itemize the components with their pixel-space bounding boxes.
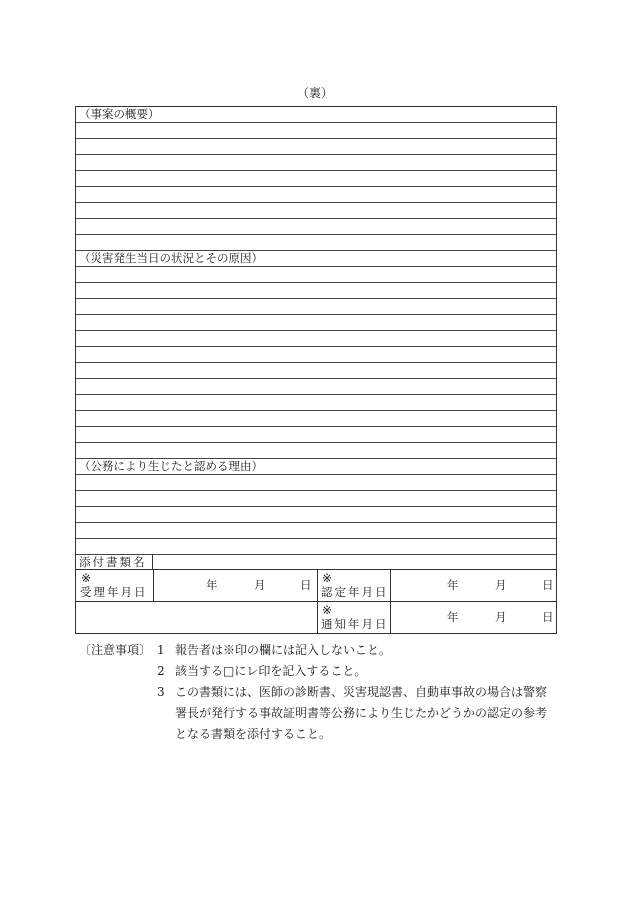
situation-line[interactable] (76, 427, 556, 443)
summary-line[interactable] (76, 155, 556, 171)
cert-date-label: 認定年月日 (321, 585, 389, 599)
situation-heading: （災害発生当日の状況とその原因） (76, 251, 556, 267)
situation-line[interactable] (76, 315, 556, 331)
situation-line[interactable] (76, 283, 556, 299)
date-grid (76, 570, 556, 633)
reason-line[interactable] (76, 507, 556, 523)
summary-line[interactable] (76, 219, 556, 235)
day-unit: 日 (542, 578, 554, 592)
attachments-field[interactable] (153, 555, 556, 569)
month-unit: 月 (495, 578, 507, 592)
day-unit: 日 (542, 610, 554, 624)
situation-line[interactable] (76, 347, 556, 363)
situation-line[interactable] (76, 411, 556, 427)
reserved-mark: ※ (322, 603, 333, 617)
month-unit: 月 (495, 610, 507, 624)
note-text: 報告者は※印の欄には記入しないこと。 (175, 643, 392, 657)
reason-line[interactable] (76, 475, 556, 491)
attachments-label: 添付書類名 (76, 555, 153, 569)
year-unit: 年 (447, 578, 459, 592)
cert-date-field[interactable] (391, 570, 557, 601)
situation-line[interactable] (76, 331, 556, 347)
note-number: 2 (157, 664, 165, 678)
reason-line[interactable] (76, 539, 556, 555)
summary-line[interactable] (76, 123, 556, 139)
summary-line[interactable] (76, 171, 556, 187)
notes-title: 〔注意事項〕 (79, 643, 152, 657)
reason-heading: （公務により生じたと認める理由） (76, 459, 556, 475)
situation-line[interactable] (76, 299, 556, 315)
notice-date-field[interactable] (391, 602, 557, 633)
note-number: 1 (157, 643, 165, 657)
note-text: 該当する□にレ印を記入すること。 (175, 664, 367, 678)
month-unit: 月 (254, 578, 266, 592)
page-side-label: （裏） (296, 86, 333, 100)
day-unit: 日 (300, 578, 312, 592)
situation-line[interactable] (76, 267, 556, 283)
receipt-date-label: 受理年月日 (80, 585, 148, 599)
reason-line[interactable] (76, 523, 556, 539)
summary-line[interactable] (76, 187, 556, 203)
summary-line[interactable] (76, 139, 556, 155)
note-number: 3 (157, 685, 165, 699)
summary-heading: （事案の概要） (76, 107, 556, 123)
year-unit: 年 (206, 578, 218, 592)
divider (76, 601, 317, 602)
attachments-row (76, 555, 556, 570)
situation-line[interactable] (76, 363, 556, 379)
receipt-date-field[interactable] (154, 570, 317, 601)
situation-line[interactable] (76, 395, 556, 411)
summary-line[interactable] (76, 203, 556, 219)
reserved-mark: ※ (81, 571, 92, 585)
notice-date-label: 通知年月日 (321, 617, 389, 631)
note-text: この書類には、医師の診断書、災害現認書、自動車事故の場合は警察署長が発行する事故証明書等公務により生じたかどうかの認定の参考となる書類を添付すること。 (175, 685, 548, 741)
reason-line[interactable] (76, 491, 556, 507)
report-form (75, 106, 557, 634)
situation-line[interactable] (76, 379, 556, 395)
situation-line[interactable] (76, 443, 556, 459)
summary-line[interactable] (76, 235, 556, 251)
reserved-mark: ※ (322, 571, 333, 585)
year-unit: 年 (447, 610, 459, 624)
